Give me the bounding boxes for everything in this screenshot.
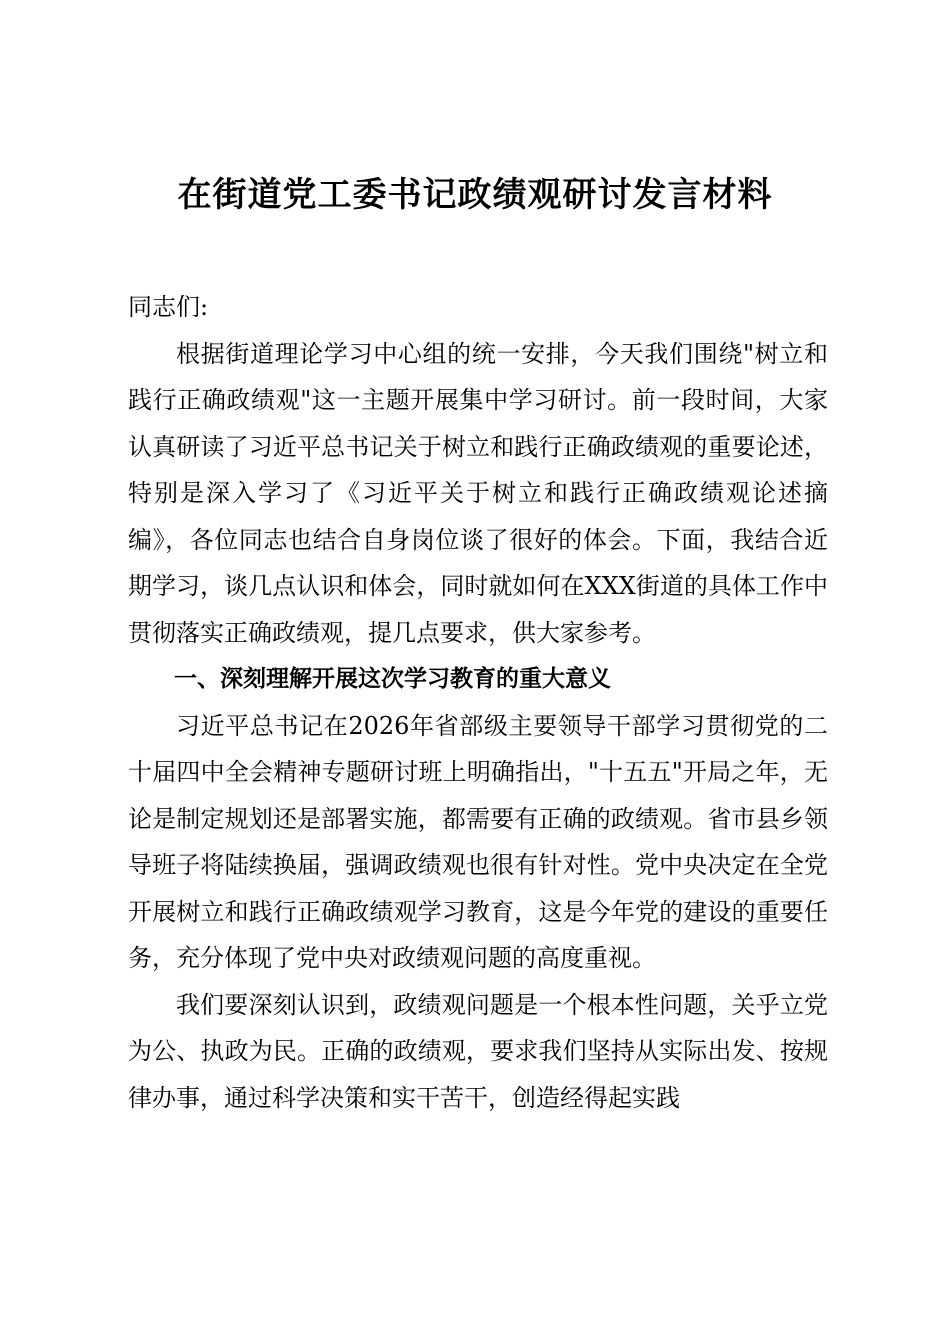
document-title: 在街道党工委书记政绩观研讨发言材料 bbox=[177, 175, 773, 215]
section-heading: 一、深刻理解开展这次学习教育的重大意义 bbox=[174, 666, 611, 692]
section-paragraph: 习近平总书记在2026年省部级主要领导干部学习贯彻党的二十届四中全会精神专题研讨班上明确指出，"十五五"开局之年，无论是制定规划还是部署实施，都需要有正确的政绩观。省市县乡领导班子将陆续换届，强调政绩观也很有针对性。党中央决定在全党开展树立和践行正确政绩观学习教育，这是今年党的建设的重要任务，充分体现了党中央对政绩观问题的高度重视。 bbox=[128, 711, 828, 972]
section-paragraph: 我们要深刻认识到，政绩观问题是一个根本性问题，关乎立党为公、执政为民。正确的政绩观，要求我们坚持从实际出发、按规律办事，通过科学决策和实干苦干，创造经得起实践 bbox=[128, 990, 828, 1112]
salutation: 同志们: bbox=[128, 293, 209, 321]
intro-paragraph: 根据街道理论学习中心组的统一安排，今天我们围绕"树立和践行正确政绩观"这一主题开展集中学习研讨。前一段时间，大家认真研读了习近平总书记关于树立和践行正确政绩观的重要论述，特别是深入学习了《习近平关于树立和践行正确政绩观论述摘编》，各位同志也结合自身岗位谈了很好的体会。下面，我结合近期学习，谈几点认识和体会，同时就如何在XXX街道的具体工作中贯彻落实正确政绩观，提几点要求，供大家参考。 bbox=[128, 339, 828, 647]
document-body bbox=[128, 284, 828, 1121]
